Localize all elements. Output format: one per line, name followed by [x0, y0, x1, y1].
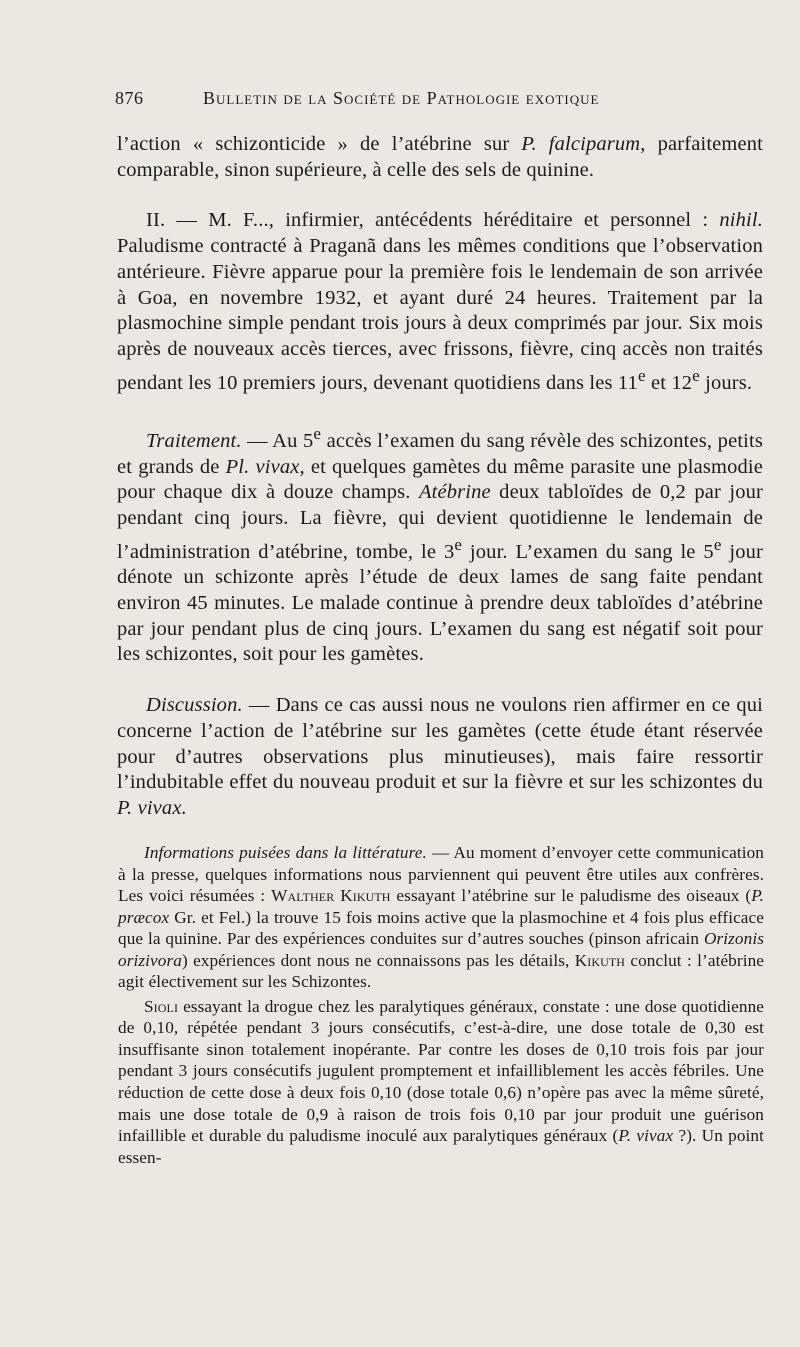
section-heading: Informations puisées dans la littérature.: [144, 843, 427, 862]
journal-title: Bulletin de la Société de Pathologie exotique: [203, 88, 600, 108]
discussion-paragraph: Discussion. — Dans ce cas aussi nous ne voulons rien affirmer en ce qui concerne l’action de l’atébrine sur les gamètes (cette étude étant réservée pour d’autres observations plus minutieuses), mais faire ressortir l’indubitable effet du nouveau produit et sur la fièvre et sur les schizontes du P. vivax.: [117, 694, 763, 819]
sioli-paragraph: Sioli essayant la drogue chez les paralytiques généraux, constate : une dose quotidienne de 0,10, répétée pendant 3 jours consécutifs, c’est-à-dire, une dose totale de 0,30 est insuffisante sinon totalement inopérante. Par contre les doses de 0,10 trois fois par jour pendant 3 jours consécutifs jugulent promptement et infailliblement les accès fébriles. Une réduction de cette dose à deux fois 0,10 (dose totale 0,6) n’opère pas avec la même sûreté, mais une dose totale de 0,9 à raison de trois fois 0,10 par jour produit une guérison infaillible et durable du paludisme inoculé aux paralytiques généraux (P. vivax ?). Un point essen-: [118, 996, 764, 1167]
main-text: [117, 132, 763, 822]
running-header: [115, 88, 765, 114]
author-name: Walther Kikuth: [271, 886, 391, 906]
intro-paragraph: l’action « schizonticide » de l’atébrine sur P. falciparum, parfaitement comparable, sinon supérieure, à celle des sels de quinine.: [117, 133, 763, 181]
species-name: P. falciparum,: [521, 133, 646, 155]
literature-text: [118, 842, 764, 1168]
traitement-paragraph: Traitement. — Au 5e accès l’examen du sang révèle des schizontes, petits et grands de Pl. vivax, et quelques gamètes du même parasite une plasmodie pour chaque dix à douze champs. Atébrine deux tabloïdes de 0,2 par jour pendant cinq jours. La fièvre, qui devient quotidienne le lendemain de l’administration d’atébrine, tombe, le 3e jour. L’examen du sang le 5e jour dénote un schizonte après l’étude de deux lames de sang faite pendant environ 45 minutes. Le malade continue à prendre deux tabloïdes d’atébrine par jour pendant plus de cinq jours. L’examen du sang est négatif soit pour les schizontes, soit pour les gamètes.: [117, 424, 764, 666]
case-two-paragraph: II. — M. F..., infirmier, antécédents héréditaire et personnel : nihil. Paludisme contracté à Praganã dans les mêmes conditions que l’observation antérieure. Fièvre apparue pour la première fois le lendemain de son arrivée à Goa, en novembre 1932, et ayant duré 24 heures. Traitement par la plasmochine simple pendant trois jours à deux comprimés par jour. Six mois après de nouveaux accès tierces, avec frissons, fièvre, cinq accès non traités pendant les 10 premiers jours, devenant quotidiens dans les 11e et 12e jours.: [117, 209, 763, 394]
section-heading: Traitement.: [146, 429, 242, 452]
author-name: Sioli: [144, 996, 179, 1016]
author-name: Kikuth: [574, 950, 626, 970]
section-heading: Discussion.: [146, 694, 243, 717]
informations-paragraph: Informations puisées dans la littérature. — Au moment d’envoyer cette communication à la presse, quelques informations nous parviennent qui peuvent être utiles aux confrères. Les voici résumées : Walther Kikuth essayant l’atébrine sur le paludisme des oiseaux (P. præcox Gr. et Fel.) la trouve 15 fois moins active que la plasmochine et 4 fois plus efficace que la quinine. Par des expériences conduites sur d’autres souches (pinson africain Orizonis orizivora) expériences dont nous ne connaissons pas les détails, Kikuth conclut : l’atébrine agit électivement sur les Schizontes.: [118, 843, 764, 992]
page-number: 876: [115, 88, 144, 108]
